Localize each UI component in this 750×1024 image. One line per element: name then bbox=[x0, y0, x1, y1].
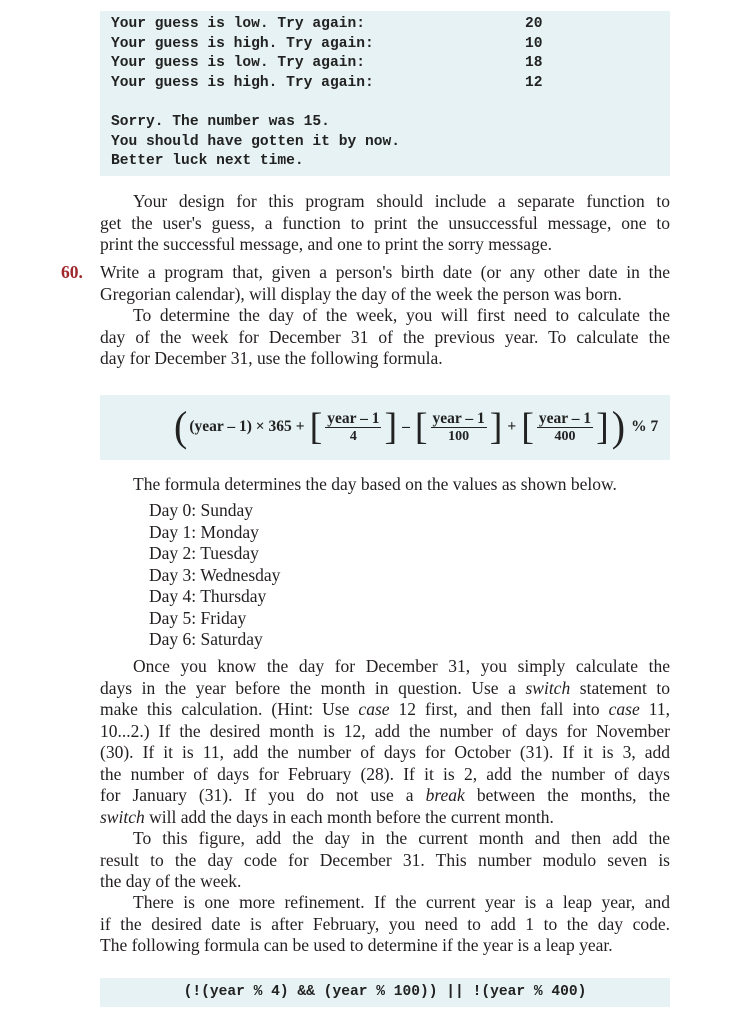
text-line: Your design for this program should include a separate function to bbox=[133, 191, 670, 211]
floor-bracket-close: ] bbox=[384, 406, 398, 448]
fraction-numerator: year – 1 bbox=[538, 409, 592, 427]
text-line: 10...2.) If the desired month is 12, add the number of days for November bbox=[100, 720, 670, 741]
list-item: Day 6: Saturday bbox=[149, 629, 263, 649]
output-value: 18 bbox=[525, 55, 543, 71]
exercise-number: 60. bbox=[61, 262, 83, 282]
fraction-denominator: 100 bbox=[448, 428, 470, 444]
fraction-numerator: year – 1 bbox=[327, 409, 380, 427]
text-line: days in the year before the month in question. Use a switch statement to bbox=[100, 677, 671, 698]
formula-note bbox=[100, 474, 670, 496]
formula-box bbox=[100, 395, 670, 460]
text-line: result to the day code for December 31. This number modulo seven is bbox=[100, 849, 670, 870]
plus-sign: + bbox=[295, 418, 305, 435]
text-line: day of the week for December 31 of the previous year. To calculate the bbox=[100, 326, 670, 347]
text-line: There is one more refinement. If the current year is a leap year, and bbox=[133, 892, 670, 912]
text-line: if the desired date is after February, you need to add 1 to the day code. bbox=[100, 913, 670, 934]
list-item: Day 2: Tuesday bbox=[149, 543, 259, 563]
text-line: print the successful message, and one to print the sorry message. bbox=[100, 234, 552, 254]
text-line: Once you know the day for December 31, you simply calculate the bbox=[133, 656, 670, 676]
fraction bbox=[431, 410, 487, 445]
text-line: make this calculation. (Hint: Use case 12 first, and then fall into case 11, bbox=[100, 699, 670, 719]
floor-bracket-open: [ bbox=[521, 406, 534, 448]
sample-output-box bbox=[100, 11, 670, 176]
modulo-term: % 7 bbox=[631, 418, 659, 435]
floor-bracket-open: [ bbox=[309, 406, 323, 448]
list-item: Day 0: Sunday bbox=[149, 500, 254, 520]
day-list bbox=[149, 500, 280, 651]
floor-bracket-close: ] bbox=[489, 406, 503, 448]
text-line: To determine the day of the week, you will first need to calculate the bbox=[133, 305, 670, 325]
fraction-numerator: year – 1 bbox=[432, 409, 485, 427]
output-line: Your guess is low. Try again: bbox=[111, 55, 365, 71]
exercise-intro bbox=[100, 262, 670, 370]
text-line: the number of days for February (28). If it is 2, add the number of days bbox=[100, 763, 670, 784]
list-item: Day 4: Thursday bbox=[149, 586, 267, 606]
output-closing-line: Sorry. The number was 15. bbox=[111, 114, 330, 130]
text-line: The following formula can be used to determine if the year is a leap year. bbox=[100, 935, 613, 955]
text-line: Write a program that, given a person's birth date (or any other date in the bbox=[100, 262, 670, 282]
text-line: the day of the week. bbox=[100, 871, 242, 891]
floor-bracket-open: [ bbox=[414, 406, 428, 448]
open-paren: ( bbox=[174, 402, 188, 451]
list-item: Day 3: Wednesday bbox=[149, 564, 281, 585]
output-line: Your guess is low. Try again: bbox=[111, 16, 365, 32]
text-line: The formula determines the day based on the values as shown below. bbox=[133, 474, 617, 494]
output-line: Your guess is high. Try again: bbox=[111, 74, 374, 91]
leap-formula-box bbox=[100, 978, 670, 1007]
formula-term: (year – 1) × 365 bbox=[189, 418, 292, 435]
text-line: Gregorian calendar), will display the day of the week the person was born. bbox=[100, 283, 622, 304]
output-line: Your guess is high. Try again: bbox=[111, 35, 374, 52]
output-closing-line: Better luck next time. bbox=[111, 153, 304, 169]
output-closing-line: You should have gotten it by now. bbox=[111, 133, 401, 150]
fraction-denominator: 400 bbox=[554, 428, 576, 444]
list-item: Day 1: Monday bbox=[149, 521, 259, 542]
text-line: for January (31). If you do not use a break between the months, the bbox=[100, 785, 670, 805]
switch-paragraph bbox=[100, 656, 670, 828]
fraction-denominator: 4 bbox=[349, 428, 357, 444]
text-line: (30). If it is 11, add the number of days for October (31). If it is 3, add bbox=[100, 742, 670, 762]
floor-bracket-close: ] bbox=[596, 406, 609, 448]
output-value: 12 bbox=[525, 74, 543, 91]
fraction bbox=[325, 410, 381, 445]
fraction bbox=[537, 410, 593, 445]
figure-paragraph bbox=[100, 828, 670, 893]
minus-sign: – bbox=[402, 418, 410, 435]
leap-formula: (!(year % 4) && (year % 100)) || !(year % 400) bbox=[183, 984, 587, 1000]
output-value: 20 bbox=[525, 16, 543, 32]
output-value: 10 bbox=[525, 35, 543, 52]
design-paragraph bbox=[100, 191, 670, 256]
day-formula bbox=[172, 402, 662, 451]
plus-sign: + bbox=[507, 418, 517, 435]
text-line: switch will add the days in each month before the current month. bbox=[100, 806, 554, 827]
text-line: get the user's guess, a function to print the unsuccessful message, one to bbox=[100, 212, 670, 233]
text-line: To this figure, add the day in the current month and then add the bbox=[133, 828, 670, 848]
leap-paragraph bbox=[100, 892, 670, 957]
close-paren: ) bbox=[611, 402, 626, 451]
text-line: day for December 31, use the following formula. bbox=[100, 348, 443, 368]
list-item: Day 5: Friday bbox=[149, 607, 247, 628]
